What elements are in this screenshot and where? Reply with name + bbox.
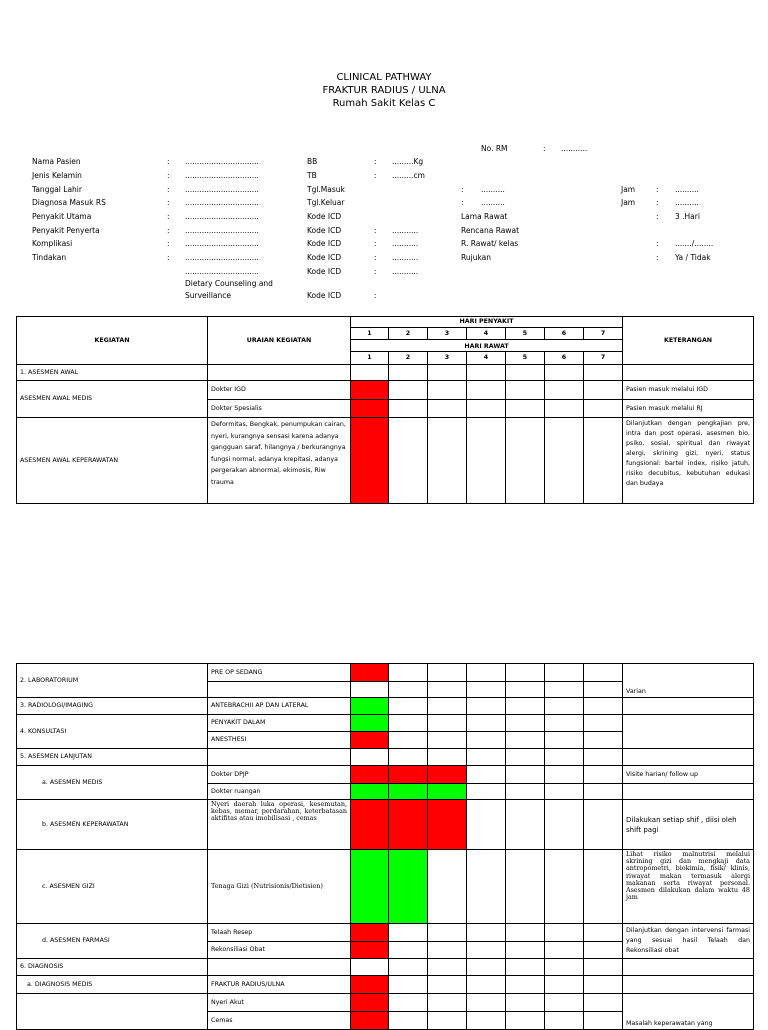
red-mark: [351, 766, 389, 784]
colon: :: [656, 198, 659, 207]
label-rencana-rawat: Rencana Rawat: [461, 226, 520, 235]
red-mark: [351, 800, 389, 850]
colon: :: [374, 171, 377, 180]
no-rm-colon: :: [543, 144, 546, 153]
header-uraian-kegiatan: URAIAN KEGIATAN: [208, 317, 351, 365]
dots-field: ..........: [675, 198, 699, 207]
colon: :: [656, 239, 659, 248]
label-diagnosis-medis: a. DIAGNOSIS MEDIS: [17, 976, 208, 994]
header-keterangan: KETERANGAN: [623, 317, 754, 365]
green-mark: [389, 850, 428, 924]
label-tb: TB: [307, 171, 317, 180]
uraian-cell: Deformitas, Bengkak, penumpukan cairan, nyeri, kurangnya sensasi karena adanya gangguan saraf, hilangnya / berkurangnya fungsi normal, adanya krepitasi, adanya pergerakan abnormal, ekimosis, Riw trauma: [208, 418, 351, 504]
red-mark: [351, 976, 389, 994]
colon: :: [374, 291, 377, 300]
red-mark: [389, 766, 428, 784]
red-mark: [351, 400, 389, 418]
label-asesmen-awal-keperawatan: ASESMEN AWAL KEPERAWATAN: [17, 418, 208, 504]
colon: :: [167, 185, 170, 194]
label-bb: BB: [307, 157, 318, 166]
red-mark: [351, 942, 389, 959]
red-mark: [428, 766, 467, 784]
red-mark: [351, 664, 389, 682]
colon: :: [167, 212, 170, 221]
red-mark: [351, 381, 389, 400]
label-diagnosa-masuk: Diagnosa Masuk RS: [32, 198, 106, 207]
colon: :: [656, 212, 659, 221]
dots-field: ..........: [481, 185, 505, 194]
keterangan-varian: Varian: [623, 664, 754, 698]
label-tgl-keluar: Tgl.Keluar: [307, 198, 345, 207]
label-komplikasi: Komplikasi: [32, 239, 73, 248]
no-rm-value: ...........: [561, 144, 588, 153]
label-penyakit-utama: Penyakit Utama: [32, 212, 92, 221]
header-hari-penyakit: HARI PENYAKIT: [351, 317, 623, 328]
red-mark: [351, 924, 389, 942]
dietary-line-1: Dietary Counseling and: [185, 279, 273, 288]
label-kode-icd: Kode ICD: [307, 212, 342, 221]
day-header: 1: [351, 328, 389, 340]
label-asesmen-medis: a. ASESMEN MEDIS: [17, 766, 208, 800]
title-line-1: CLINICAL PATHWAY: [336, 72, 432, 83]
keterangan-cell: Pasien masuk melalui RJ: [623, 400, 754, 418]
label-kode-icd: Kode ICD: [307, 291, 342, 300]
day-header: 5: [506, 352, 545, 365]
clinical-pathway-table-1: [16, 316, 754, 504]
label-jam: Jam: [621, 198, 636, 207]
label-jam: Jam: [621, 185, 636, 194]
day-header: 6: [545, 352, 584, 365]
uraian-cell: PRE OP SEDANG: [208, 664, 351, 682]
colon: :: [167, 157, 170, 166]
label-ruang-rawat: R. Rawat/ kelas: [461, 239, 519, 248]
red-mark: [351, 418, 389, 504]
uraian-cell: PENYAKIT DALAM: [208, 715, 351, 732]
label-asesmen-gizi: c. ASESMEN GIZI: [17, 850, 208, 924]
header-hari-rawat: HARI RAWAT: [351, 340, 623, 352]
colon: :: [167, 226, 170, 235]
dots-field: ...........: [392, 253, 419, 262]
red-mark: [389, 800, 428, 850]
colon: :: [461, 198, 464, 207]
day-header: 3: [428, 328, 467, 340]
uraian-cell: Dokter DPJP: [208, 766, 351, 784]
keterangan-cell: Pasien masuk melalui IGD: [623, 381, 754, 400]
day-header: 5: [506, 328, 545, 340]
label-tgl-masuk: Tgl.Masuk: [307, 185, 345, 194]
label-kode-icd: Kode ICD: [307, 253, 342, 262]
title-line-3: Rumah Sakit Kelas C: [332, 98, 436, 109]
colon: :: [167, 171, 170, 180]
dots-field: ...............................: [185, 198, 259, 207]
dots-field: ...........: [392, 267, 419, 276]
label-kode-icd: Kode ICD: [307, 267, 342, 276]
label-rujukan: Rujukan: [461, 253, 492, 262]
label-asesmen-keperawatan: b. ASESMEN KEPERAWATAN: [17, 800, 208, 850]
keterangan-cell: Dilanjutkan dengan intervensi farmasi yang sesuai hasil Telaah dan Rekonsiliasi obat: [623, 924, 754, 959]
tb-value: .........cm: [392, 171, 425, 180]
uraian-cell: Tenaga Gizi (Nutrisionis/Dietisien): [208, 850, 351, 924]
section-diagnosis: 6. DIAGNOSIS: [17, 959, 208, 976]
keterangan-cell: Dilakukan setiap shif , diisi oleh shift pagi: [623, 800, 754, 850]
uraian-cell: Telaah Resep: [208, 924, 351, 942]
day-header: 6: [545, 328, 584, 340]
section-asesmen-awal: 1. ASESMEN AWAL: [17, 365, 208, 381]
section-asesmen-lanjutan: 5. ASESMEN LANJUTAN: [17, 749, 208, 766]
dots-field: ...........: [392, 239, 419, 248]
day-header: 2: [389, 352, 428, 365]
colon: :: [374, 226, 377, 235]
green-mark: [389, 784, 428, 800]
clinical-pathway-table-2: [16, 663, 754, 1030]
green-mark: [428, 784, 467, 800]
colon: :: [656, 185, 659, 194]
section-radiologi: 3. RADIOLOGI/IMAGING: [17, 698, 208, 715]
green-mark: [351, 715, 389, 732]
day-header: 7: [584, 352, 623, 365]
uraian-cell: Dokter ruangan: [208, 784, 351, 800]
day-header: 1: [351, 352, 389, 365]
uraian-cell: ANESTHESI: [208, 732, 351, 749]
section-konsultasi: 4. KONSULTASI: [17, 715, 208, 749]
dietary-line-2: Surveillance: [185, 291, 231, 300]
label-penyakit-penyerta: Penyakit Penyerta: [32, 226, 100, 235]
keterangan-cell: Masalah keperawatan yang: [623, 994, 754, 1030]
colon: :: [656, 253, 659, 262]
uraian-cell: FRAKTUR RADIUS/ULNA: [208, 976, 351, 994]
uraian-cell: ANTEBRACHII AP DAN LATERAL: [208, 698, 351, 715]
label-asesmen-awal-medis: ASESMEN AWAL MEDIS: [17, 381, 208, 418]
keterangan-cell: Dilanjutkan dengan pengkajian pre, intra dan post operasi, asesmen bio, psiko, sosial, spiritual dan riwayat alergi, skrining gizi, nyeri, status fungsional: bartel index, risiko jatuh, risiko decubitus, kebutuhan edukasi dan budaya: [623, 418, 754, 504]
dots-field: ...........: [392, 226, 419, 235]
lama-rawat-value: 3 .Hari: [675, 212, 700, 221]
colon: :: [374, 267, 377, 276]
green-mark: [351, 698, 389, 715]
bb-value: .........Kg: [392, 157, 424, 166]
day-header: 3: [428, 352, 467, 365]
red-mark: [351, 1012, 389, 1030]
label-tanggal-lahir: Tanggal Lahir: [32, 185, 82, 194]
title-line-2: FRAKTUR RADIUS / ULNA: [322, 85, 446, 96]
red-mark: [428, 800, 467, 850]
uraian-cell: Dokter IGD: [208, 381, 351, 400]
label-kode-icd: Kode ICD: [307, 226, 342, 235]
colon: :: [461, 185, 464, 194]
kelas-value: ......./........: [675, 239, 714, 248]
keterangan-cell: Visite harian/ follow up: [623, 766, 754, 784]
day-header: 7: [584, 328, 623, 340]
dots-field: ..........: [675, 185, 699, 194]
label-tindakan: Tindakan: [32, 253, 67, 262]
colon: :: [374, 253, 377, 262]
uraian-cell: Cemas: [208, 1012, 351, 1030]
uraian-cell: Rekonsiliasi Obat: [208, 942, 351, 959]
dots-field: ...............................: [185, 226, 259, 235]
dots-field: ..........: [481, 198, 505, 207]
label-asesmen-farmasi: d. ASESMEN FARMASI: [17, 924, 208, 959]
green-mark: [351, 850, 389, 924]
keterangan-cell: Lihat risiko malnutrisi melalui skrining gizi dan mengkaji data antropometri, biokimia, fisik/ klinis, riwayat makan termasuk alergi makanan serta riwayat personal. Asesmen dilakukan dalam waktu 48 jam: [623, 850, 754, 924]
label-kode-icd: Kode ICD: [307, 239, 342, 248]
dots-field: ...............................: [185, 212, 259, 221]
dots-field: ...............................: [185, 157, 259, 166]
colon: :: [374, 239, 377, 248]
colon: :: [374, 157, 377, 166]
uraian-cell: Dokter Spesialis: [208, 400, 351, 418]
day-header: 2: [389, 328, 428, 340]
colon: :: [167, 239, 170, 248]
label-jenis-kelamin: Jenis Kelamin: [32, 171, 82, 180]
no-rm-label: No. RM: [481, 144, 508, 153]
red-mark: [351, 732, 389, 749]
label-nama-pasien: Nama Pasien: [32, 157, 81, 166]
uraian-cell: Nyeri Akut: [208, 994, 351, 1012]
rujukan-value: Ya / Tidak: [675, 253, 711, 262]
label-lama-rawat: Lama Rawat: [461, 212, 508, 221]
dots-field: ...............................: [185, 239, 259, 248]
day-header: 4: [467, 352, 506, 365]
dots-field: ...............................: [185, 267, 259, 276]
header-kegiatan: KEGIATAN: [17, 317, 208, 365]
red-mark: [351, 994, 389, 1012]
colon: :: [167, 253, 170, 262]
dots-field: ...............................: [185, 253, 259, 262]
uraian-cell: [208, 682, 351, 698]
dots-field: ...............................: [185, 185, 259, 194]
uraian-cell: Nyeri daerah luka operasi, kesemutan, kebas, memar, perdarahan, keterbatasan aktifitas atau imobilisasi , cemas: [208, 800, 351, 850]
green-mark: [351, 784, 389, 800]
day-header: 4: [467, 328, 506, 340]
colon: :: [167, 198, 170, 207]
section-laboratorium: 2. LABORATORIUM: [17, 664, 208, 698]
dots-field: ...............................: [185, 171, 259, 180]
